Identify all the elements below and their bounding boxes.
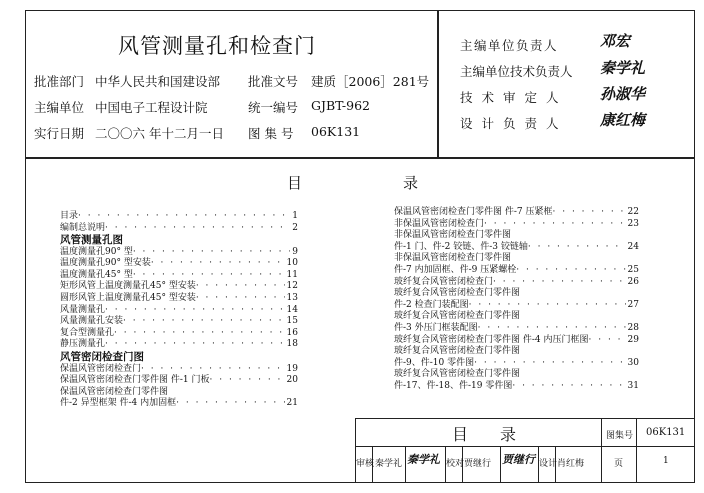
approval-dept-label: 批准部门 bbox=[34, 74, 85, 89]
responsible-role-2: 主编单位技术负责人 bbox=[460, 64, 573, 79]
toc-leader-dots bbox=[528, 242, 626, 254]
toc-entry-text: 风管密闭检查门图 bbox=[60, 351, 144, 364]
toc-entry bbox=[60, 398, 298, 410]
toc-title-left: 目 bbox=[287, 174, 303, 192]
responsible-signature-3: 孙淑华 bbox=[600, 85, 646, 103]
toc-entry bbox=[394, 369, 639, 381]
toc-leader-dots bbox=[512, 381, 625, 393]
toc-entry-text: 件-17、件-18、件-19 零件图 bbox=[394, 380, 513, 391]
title-block-vline-2 bbox=[636, 418, 637, 483]
check-signature: 贾继行 bbox=[502, 453, 535, 466]
toc-entry-text: 温度测量孔90° 型安装 bbox=[60, 258, 151, 269]
editor-unit-label: 主编单位 bbox=[34, 100, 85, 115]
toc-entry-text: 玻纤复合风管密闭检查门零件图 件-4 内压门框图 bbox=[394, 334, 589, 345]
toc-entry-text: 玻纤复合风管密闭检查门 bbox=[394, 276, 494, 287]
toc-page-number: 14 bbox=[286, 304, 298, 315]
title-block-vline-s5 bbox=[500, 446, 501, 483]
title-block-page-value: 1 bbox=[663, 456, 669, 466]
toc-page-number: 21 bbox=[286, 398, 298, 409]
toc-entry-text: 非保温风管密闭检查门 bbox=[394, 218, 485, 229]
toc-entry-text: 复合型测量孔 bbox=[60, 327, 115, 338]
toc-entry bbox=[394, 207, 639, 219]
toc-leader-dots bbox=[105, 339, 285, 351]
toc-title-right: 录 bbox=[403, 174, 419, 192]
check-name: 贾继行 bbox=[464, 459, 492, 469]
toc-page-number: 1 bbox=[292, 211, 298, 221]
toc-leader-dots bbox=[478, 323, 626, 335]
toc-entry bbox=[394, 358, 639, 370]
toc-leader-dots bbox=[469, 300, 626, 312]
responsible-signature-1: 邓宏 bbox=[600, 32, 631, 50]
toc-page-number: 30 bbox=[627, 357, 639, 368]
toc-page-number: 26 bbox=[627, 276, 639, 287]
toc-entry-text: 静压测量孔 bbox=[60, 339, 106, 350]
title-block-page-label: 页 bbox=[614, 459, 624, 469]
toc-entry bbox=[60, 316, 298, 328]
toc-page-number: 22 bbox=[627, 207, 639, 217]
toc-entry-text: 件-1 门、件-2 铰链、件-3 铰链轴 bbox=[394, 241, 528, 252]
toc-leader-dots bbox=[114, 328, 285, 340]
toc-entry bbox=[394, 346, 639, 358]
toc-entry bbox=[60, 223, 298, 235]
toc-page-number: 11 bbox=[286, 269, 298, 280]
approval-dept-value: 中华人民共和国建设部 bbox=[95, 74, 221, 89]
toc-entry bbox=[60, 293, 298, 305]
toc-entry-text: 圆形风管上温度测量孔45° 型安装 bbox=[60, 293, 196, 304]
toc-leader-dots bbox=[210, 375, 285, 387]
header-bottom-line bbox=[25, 157, 695, 159]
toc-entry-text: 玻纤复合风管密闭检查门零件图 bbox=[394, 288, 521, 299]
toc-entry-text: 风管测量孔图 bbox=[60, 234, 123, 247]
toc-entry bbox=[394, 277, 639, 289]
title-block-atlas-label: 图集号 bbox=[606, 431, 634, 441]
toc-page-number: 12 bbox=[286, 281, 298, 292]
toc-entry bbox=[60, 375, 298, 387]
toc-leader-dots bbox=[474, 358, 625, 370]
approval-no-label: 批准文号 bbox=[248, 74, 299, 89]
toc-leader-dots bbox=[196, 293, 285, 305]
toc-page-number: 29 bbox=[627, 334, 639, 345]
toc-leader-dots bbox=[133, 270, 285, 282]
toc-leader-dots bbox=[151, 258, 285, 270]
toc-page-number: 24 bbox=[627, 241, 639, 252]
toc-entry bbox=[60, 211, 298, 223]
toc-leader-dots bbox=[493, 277, 626, 289]
toc-page-number: 15 bbox=[286, 316, 298, 327]
toc-entry bbox=[394, 219, 639, 231]
toc-entry-text: 风量测量孔安装 bbox=[60, 316, 124, 327]
unified-no-label: 统一编号 bbox=[248, 100, 299, 115]
design-label: 设计 bbox=[539, 459, 558, 469]
toc-page-number: 27 bbox=[627, 299, 639, 310]
toc-entry bbox=[394, 381, 639, 393]
toc-entry bbox=[60, 387, 298, 399]
toc-entry-text: 件-2 检查门装配图 bbox=[394, 299, 469, 310]
toc-entry-text: 编制总说明 bbox=[60, 222, 106, 233]
title-block-name-right: 录 bbox=[500, 425, 517, 444]
toc-page-number: 9 bbox=[292, 246, 298, 257]
toc-entry bbox=[60, 234, 298, 247]
toc-entry bbox=[60, 351, 298, 364]
toc-entry bbox=[394, 288, 639, 300]
toc-entry-text: 件-3 外压门框装配图 bbox=[394, 322, 478, 333]
toc-entry-text: 玻纤复合风管密闭检查门零件图 bbox=[394, 311, 521, 322]
editor-unit-value: 中国电子工程设计院 bbox=[95, 100, 208, 115]
design-name: 肖红梅 bbox=[557, 459, 585, 469]
toc-page-number: 13 bbox=[286, 293, 298, 304]
toc-entry bbox=[60, 258, 298, 270]
review-label: 审核 bbox=[356, 459, 375, 469]
responsible-signature-4: 康红梅 bbox=[600, 111, 646, 129]
toc-page-number: 2 bbox=[292, 222, 298, 233]
toc-entry bbox=[394, 311, 639, 323]
toc-entry bbox=[60, 339, 298, 351]
toc-entry bbox=[394, 323, 639, 335]
toc-entry bbox=[60, 247, 298, 259]
toc-entry-text: 温度测量孔90° 型 bbox=[60, 246, 133, 257]
toc-page-number: 28 bbox=[627, 322, 639, 333]
toc-leader-dots bbox=[176, 398, 284, 410]
toc-entry bbox=[60, 328, 298, 340]
toc-leader-dots bbox=[196, 281, 285, 293]
toc-leader-dots bbox=[133, 247, 290, 259]
toc-leader-dots bbox=[516, 265, 625, 277]
toc-page-number: 25 bbox=[627, 264, 639, 275]
toc-leader-dots bbox=[484, 219, 626, 231]
title-block-vline-1 bbox=[601, 418, 602, 483]
unified-no-value: GJBT-962 bbox=[311, 98, 370, 113]
toc-entry bbox=[394, 253, 639, 265]
toc-entry-text: 件-7 内加固框、件-9 压紧螺栓 bbox=[394, 264, 517, 275]
approval-no-value: 建质［2006］281号 bbox=[311, 74, 430, 89]
toc-entry bbox=[60, 281, 298, 293]
title-block-hline bbox=[355, 446, 695, 447]
toc-leader-dots bbox=[141, 364, 285, 376]
toc-page-number: 23 bbox=[627, 218, 639, 229]
toc-left-column bbox=[60, 211, 298, 410]
responsible-role-3: 技术审定人 bbox=[460, 90, 568, 105]
toc-leader-dots bbox=[105, 223, 290, 235]
toc-entry-text: 件-2 异型框架 件-4 内加固框 bbox=[60, 398, 177, 409]
toc-entry-text: 非保温风管密闭检查门零件图 bbox=[394, 230, 512, 241]
check-label: 校对 bbox=[446, 459, 465, 469]
toc-leader-dots bbox=[78, 211, 290, 223]
atlas-no-value: 06K131 bbox=[311, 124, 361, 139]
toc-entry bbox=[394, 242, 639, 254]
toc-page-number: 16 bbox=[286, 327, 298, 338]
impl-date-value: 二〇〇六 年十二月一日 bbox=[95, 126, 224, 141]
toc-leader-dots bbox=[105, 305, 285, 317]
toc-page-number: 20 bbox=[286, 375, 298, 386]
review-name: 秦学礼 bbox=[375, 459, 403, 469]
toc-entry bbox=[60, 364, 298, 376]
toc-entry-text: 保温风管密闭检查门零件图 bbox=[60, 386, 169, 397]
toc-entry-text: 保温风管密闭检查门零件图 件-1 门板 bbox=[60, 375, 210, 386]
toc-leader-dots bbox=[553, 207, 626, 219]
toc-entry-text: 件-9、件-10 零件图 bbox=[394, 357, 475, 368]
toc-entry bbox=[60, 270, 298, 282]
toc-entry-text: 风量测量孔 bbox=[60, 304, 106, 315]
title-block-vline-s2 bbox=[405, 446, 406, 483]
toc-entry bbox=[394, 335, 639, 347]
impl-date-label: 实行日期 bbox=[34, 126, 85, 141]
toc-entry bbox=[60, 305, 298, 317]
atlas-title: 风管测量孔和检查门 bbox=[118, 34, 316, 58]
responsible-role-4: 设计负责人 bbox=[460, 116, 568, 131]
responsible-role-1: 主编单位负责人 bbox=[460, 38, 559, 53]
toc-entry-text: 玻纤复合风管密闭检查门零件图 bbox=[394, 369, 521, 380]
toc-entry-text: 目录 bbox=[60, 211, 79, 221]
toc-page-number: 18 bbox=[286, 339, 298, 350]
toc-leader-dots bbox=[589, 335, 626, 347]
toc-leader-dots bbox=[123, 316, 285, 328]
toc-entry bbox=[394, 265, 639, 277]
toc-page-number: 19 bbox=[286, 363, 298, 374]
toc-page-number: 10 bbox=[286, 258, 298, 269]
review-signature: 秦学礼 bbox=[407, 453, 440, 466]
toc-entry-text: 玻纤复合风管密闭检查门零件图 bbox=[394, 346, 521, 357]
atlas-no-label: 图 集 号 bbox=[248, 126, 294, 141]
toc-entry-text: 非保温风管密闭检查门零件图 bbox=[394, 253, 512, 264]
toc-entry-text: 温度测量孔45° 型 bbox=[60, 269, 133, 280]
toc-entry-text: 保温风管密闭检查门 bbox=[60, 363, 142, 374]
toc-right-column bbox=[394, 207, 639, 393]
toc-entry bbox=[394, 300, 639, 312]
toc-entry-text: 保温风管密闭检查门零件图 件-7 压紧框 bbox=[394, 207, 553, 217]
header-divider-vertical bbox=[437, 10, 439, 158]
toc-page-number: 31 bbox=[627, 380, 639, 391]
responsible-signature-2: 秦学礼 bbox=[600, 59, 646, 77]
toc-entry bbox=[394, 230, 639, 242]
title-block-name-left: 目 bbox=[452, 425, 469, 444]
toc-entry-text: 矩形风管上温度测量孔45° 型安装 bbox=[60, 281, 196, 292]
title-block-atlas-value: 06K131 bbox=[646, 427, 686, 438]
